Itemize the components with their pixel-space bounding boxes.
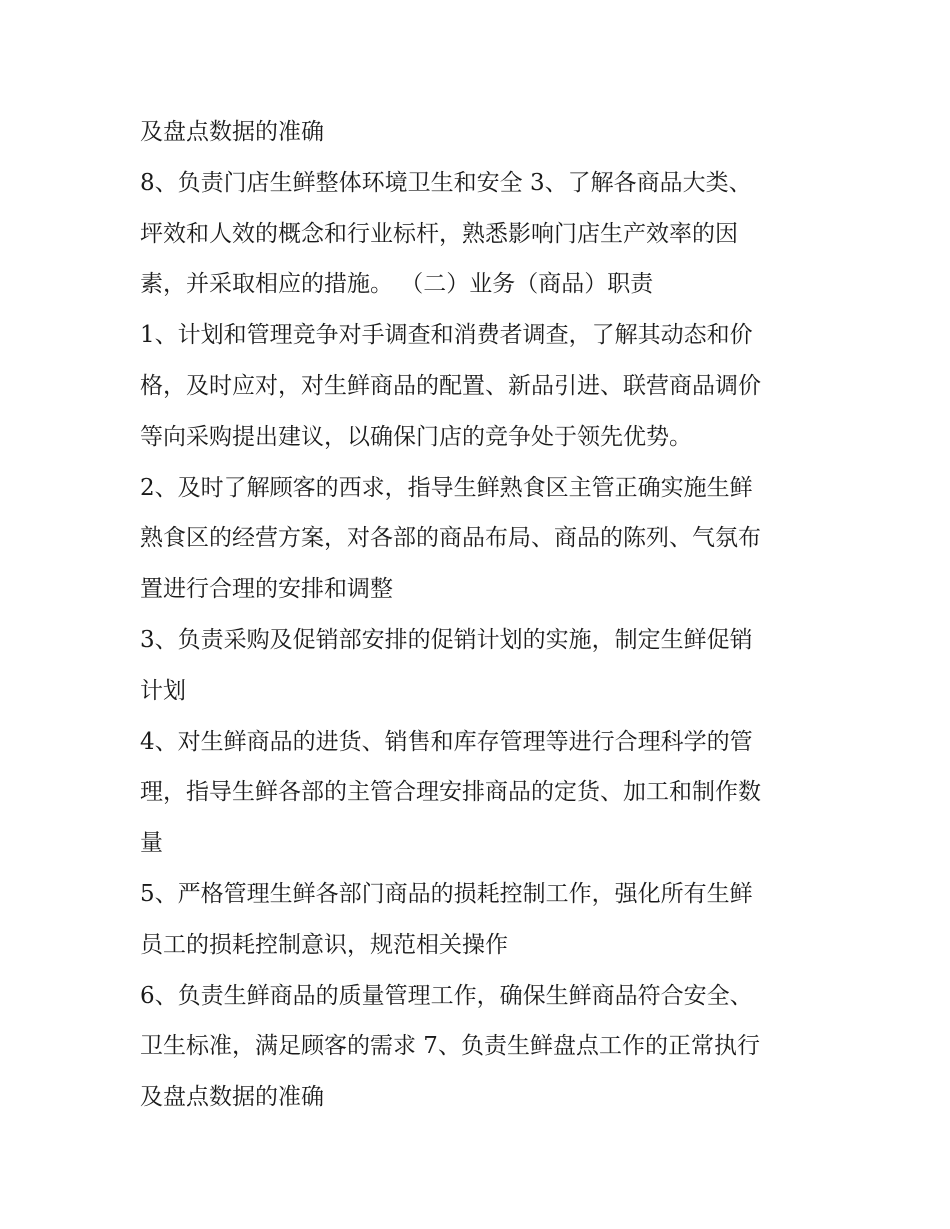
text-line: 8、负责门店生鲜整体环境卫生和安全 3、了解各商品大类、 xyxy=(140,169,752,196)
text-line: 2、及时了解顾客的西求，指导生鲜熟食区主管正确实施生鲜 xyxy=(140,474,753,501)
text-line: 素，并采取相应的措施。 （二）业务（商品）职责 xyxy=(140,271,654,298)
text-line: 理，指导生鲜各部的主管合理安排商品的定货、加工和制作数 xyxy=(140,779,761,806)
text-line: 计划 xyxy=(140,677,186,704)
text-line: 员工的损耗控制意识，规范相关操作 xyxy=(140,931,508,958)
text-line: 熟食区的经营方案，对各部的商品布局、商品的陈列、气氛布 xyxy=(140,525,761,552)
text-line: 及盘点数据的准确 xyxy=(140,119,324,145)
text-line: 量 xyxy=(140,830,163,857)
text-line: 6、负责生鲜商品的质量管理工作，确保生鲜商品符合安全、 xyxy=(140,982,753,1009)
text-line: 等向采购提出建议，以确保门店的竞争处于领先优势。 xyxy=(140,423,692,450)
text-line: 5、严格管理生鲜各部门商品的损耗控制工作，强化所有生鲜 xyxy=(140,880,753,907)
text-line: 置进行合理的安排和调整 xyxy=(140,576,393,603)
text-line: 及盘点数据的准确 xyxy=(140,1084,324,1111)
text-line: 3、负责采购及促销部安排的促销计划的实施，制定生鲜促销 xyxy=(140,626,753,653)
text-line: 4、对生鲜商品的进货、销售和库存管理等进行合理科学的管 xyxy=(140,728,753,755)
document-body xyxy=(140,107,820,1123)
text-line: 卫生标准，满足顾客的需求 7、负责生鲜盘点工作的正常执行 xyxy=(140,1033,760,1060)
text-line: 坪效和人效的概念和行业标杆，熟悉影响门店生产效率的因 xyxy=(140,220,738,247)
text-line: 格，及时应对，对生鲜商品的配置、新品引进、联营商品调价 xyxy=(140,372,761,399)
text-line: 1、计划和管理竞争对手调查和消费者调查，了解其动态和价 xyxy=(140,322,753,349)
